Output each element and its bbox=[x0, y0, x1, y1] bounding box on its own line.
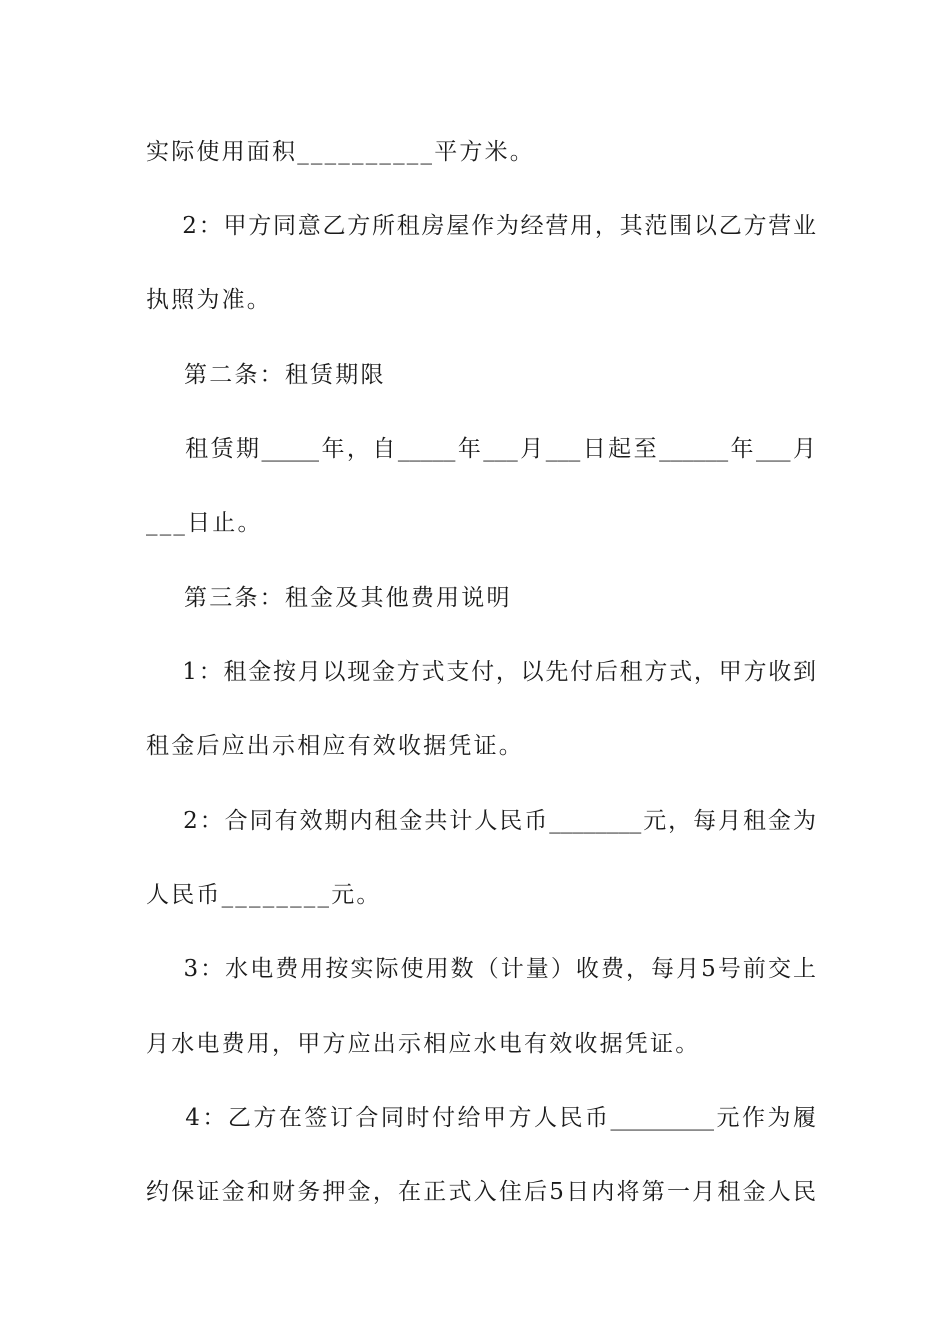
section-heading: 第三条：租金及其他费用说明 bbox=[146, 585, 512, 611]
text-line: 2：合同有效期内租金共计人民币________元，每月租金为 bbox=[146, 808, 816, 834]
text-line: 租赁期_____年，自_____年___月___日起至______年___月 bbox=[146, 436, 816, 462]
text-line: 1：租金按月以现金方式支付，以先付后租方式，甲方收到 bbox=[146, 659, 816, 685]
text-line: 2：甲方同意乙方所租房屋作为经营用，其范围以乙方营业 bbox=[146, 213, 816, 239]
text-line: 实际使用面积__________平方米。 bbox=[146, 139, 535, 165]
text-line: 3：水电费用按实际使用数（计量）收费，每月5号前交上 bbox=[146, 956, 816, 982]
section-heading: 第二条：租赁期限 bbox=[146, 362, 386, 388]
text-line: 人民币________元。 bbox=[146, 882, 382, 908]
text-line: 约保证金和财务押金，在正式入住后5日内将第一月租金人民 bbox=[146, 1179, 816, 1205]
text-line: 月水电费用，甲方应出示相应水电有效收据凭证。 bbox=[146, 1031, 701, 1057]
text-line: 执照为准。 bbox=[146, 287, 272, 313]
text-line: 4：乙方在签订合同时付给甲方人民币_________元作为履 bbox=[146, 1105, 816, 1131]
text-line: ___日止。 bbox=[146, 510, 263, 536]
text-line: 租金后应出示相应有效收据凭证。 bbox=[146, 733, 524, 759]
